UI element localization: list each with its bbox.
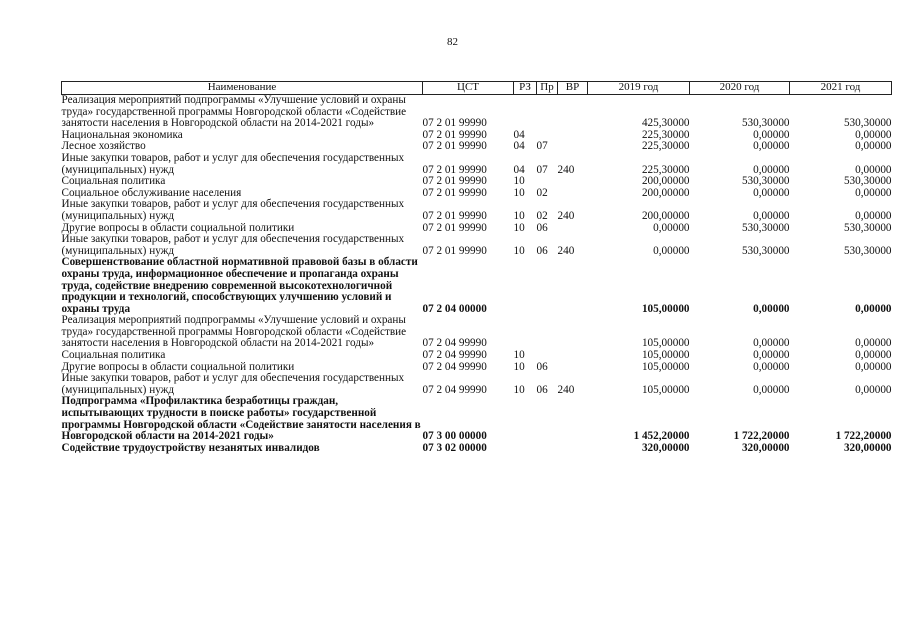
cell-pr	[537, 443, 558, 455]
cell-name: Социальное обслуживание населения	[61, 186, 242, 199]
cell-pr	[537, 396, 558, 442]
cell-name: Реализация мероприятий подпрограммы «Улучшение условий и охраны труда» государственной программы Новгородской области «Содействие занятости населения в Новгородской области на 2014-2021 годы»	[61, 94, 407, 130]
table-row	[62, 199, 892, 222]
cell-vr	[558, 188, 588, 200]
cell-pr	[537, 257, 558, 315]
cell-2019: 225,30000	[641, 140, 690, 153]
cell-vr	[558, 176, 588, 188]
cell-cst: 07 2 04 99990	[422, 383, 487, 396]
cell-2019: 105,00000	[641, 383, 690, 396]
column-header-name: Наименование	[62, 82, 423, 95]
cell-rz	[514, 315, 537, 350]
table-row	[62, 257, 892, 315]
budget-table	[61, 81, 892, 454]
cell-2020: 0,00000	[753, 383, 790, 396]
cell-name: Национальная экономика	[61, 128, 183, 141]
cell-cst: 07 2 01 99990	[422, 221, 487, 234]
column-header-rz: РЗ	[514, 82, 537, 95]
cell-2019: 225,30000	[641, 163, 690, 176]
cell-vr	[558, 443, 588, 455]
cell-name: Иные закупки товаров, работ и услуг для обеспечения государственных (муниципальных) нужд	[61, 233, 405, 257]
cell-2020: 0,00000	[753, 128, 790, 141]
cell-rz: 10	[513, 186, 525, 199]
cell-name: Социальная политика	[61, 349, 166, 362]
cell-2019: 320,00000	[641, 441, 690, 454]
cell-vr	[558, 141, 588, 153]
cell-name: Иные закупки товаров, работ и услуг для обеспечения государственных (муниципальных) нужд	[61, 372, 405, 396]
table-row	[62, 176, 892, 188]
cell-2019: 105,00000	[641, 349, 690, 362]
cell-rz: 10	[513, 360, 525, 373]
cell-2021: 1 722,20000	[835, 430, 892, 443]
cell-vr	[558, 95, 588, 130]
cell-2019: 1 452,20000	[633, 430, 690, 443]
cell-pr: 06	[536, 221, 548, 234]
cell-pr	[537, 315, 558, 350]
cell-2020: 320,00000	[741, 441, 790, 454]
cell-2019: 200,00000	[641, 175, 690, 188]
table-row	[62, 350, 892, 362]
cell-2021: 0,00000	[855, 349, 892, 362]
cell-2021: 0,00000	[855, 163, 892, 176]
cell-2020: 0,00000	[753, 163, 790, 176]
cell-name: Подпрограмма «Профилактика безработицы граждан, испытывающих трудности в поиске работы» государственной программы Новгородской области «Содействие занятости населения в Новгородской области на 2014-2021 годы»	[61, 395, 421, 443]
cell-rz: 04	[513, 163, 525, 176]
cell-rz: 10	[513, 209, 525, 222]
cell-cst: 07 2 04 99990	[422, 360, 487, 373]
table-row	[62, 153, 892, 176]
table-header	[62, 82, 892, 95]
cell-name: Лесное хозяйство	[61, 140, 146, 153]
cell-pr: 06	[536, 383, 548, 396]
cell-2020: 0,00000	[753, 140, 790, 153]
table-row	[62, 95, 892, 130]
cell-rz	[514, 257, 537, 315]
column-header-2020: 2020 год	[690, 82, 790, 95]
cell-2020: 1 722,20000	[733, 430, 790, 443]
cell-2019: 105,00000	[641, 360, 690, 373]
cell-2020: 0,00000	[753, 360, 790, 373]
cell-name: Содействие трудоустройству незанятых инвалидов	[61, 441, 320, 454]
column-header-cst: ЦСТ	[423, 82, 514, 95]
table-row	[62, 373, 892, 396]
cell-rz	[514, 443, 537, 455]
cell-name: Реализация мероприятий подпрограммы «Улучшение условий и охраны труда» государственной программы Новгородской области «Содействие занятости населения в Новгородской области на 2014-2021 годы»	[61, 314, 407, 350]
cell-cst: 07 2 04 00000	[422, 302, 487, 315]
cell-2021: 0,00000	[855, 383, 892, 396]
cell-2021: 0,00000	[855, 209, 892, 222]
cell-pr: 06	[536, 244, 548, 257]
cell-vr: 240	[557, 244, 575, 257]
page-number: 82	[447, 36, 458, 48]
cell-cst: 07 2 01 99990	[422, 128, 487, 141]
cell-vr	[558, 396, 588, 442]
table-row	[62, 315, 892, 350]
cell-name: Иные закупки товаров, работ и услуг для обеспечения государственных (муниципальных) нужд	[61, 198, 405, 222]
cell-2019: 225,30000	[641, 128, 690, 141]
cell-2020: 530,30000	[741, 117, 790, 130]
cell-2021: 0,00000	[855, 140, 892, 153]
cell-name: Совершенствование областной нормативной правовой базы в области охраны труда, информационное обеспечение и пропаганда охраны труда, содействие внедрению современной высокотехнологичной продукции и технологий, способствующих улучшению условий и охраны труда	[61, 256, 418, 315]
cell-rz	[514, 95, 537, 130]
cell-pr	[537, 176, 558, 188]
cell-vr: 240	[557, 163, 575, 176]
cell-2019: 105,00000	[641, 337, 690, 350]
cell-2020: 530,30000	[741, 175, 790, 188]
cell-cst: 07 2 04 99990	[422, 337, 487, 350]
cell-2019: 200,00000	[641, 186, 690, 199]
cell-2020: 0,00000	[753, 186, 790, 199]
cell-cst: 07 2 01 99990	[422, 163, 487, 176]
cell-rz: 04	[513, 128, 525, 141]
cell-2021: 0,00000	[855, 360, 892, 373]
cell-pr: 06	[536, 360, 548, 373]
cell-2020: 530,30000	[741, 221, 790, 234]
column-header-2019: 2019 год	[588, 82, 690, 95]
cell-rz: 10	[513, 221, 525, 234]
cell-2021: 0,00000	[855, 337, 892, 350]
cell-pr	[537, 350, 558, 362]
cell-rz: 04	[513, 140, 525, 153]
table-row	[62, 443, 892, 455]
table-row	[62, 396, 892, 442]
cell-cst: 07 2 01 99990	[422, 140, 487, 153]
cell-cst: 07 2 01 99990	[422, 117, 487, 130]
cell-name: Социальная политика	[61, 175, 166, 188]
cell-cst: 07 2 01 99990	[422, 186, 487, 199]
cell-vr	[558, 257, 588, 315]
cell-2019: 200,00000	[641, 209, 690, 222]
cell-2019: 0,00000	[653, 244, 690, 257]
cell-2019: 425,30000	[641, 117, 690, 130]
cell-2020: 0,00000	[753, 302, 790, 315]
cell-rz: 10	[513, 383, 525, 396]
cell-vr	[558, 130, 588, 142]
cell-rz: 10	[513, 244, 525, 257]
cell-cst: 07 2 04 99990	[422, 349, 487, 362]
cell-2019: 105,00000	[641, 302, 690, 315]
cell-cst: 07 3 00 00000	[422, 430, 487, 443]
cell-2021: 0,00000	[855, 302, 892, 315]
cell-2019: 0,00000	[653, 221, 690, 234]
table-body	[62, 95, 892, 455]
column-header-vr: ВР	[558, 82, 588, 95]
cell-2021: 0,00000	[855, 186, 892, 199]
cell-rz	[514, 396, 537, 442]
cell-2020: 0,00000	[753, 209, 790, 222]
cell-pr: 07	[536, 140, 548, 153]
cell-pr	[537, 95, 558, 130]
cell-cst: 07 2 01 99990	[422, 244, 487, 257]
cell-2021: 530,30000	[843, 221, 892, 234]
cell-2021: 0,00000	[855, 128, 892, 141]
cell-cst: 07 2 01 99990	[422, 175, 487, 188]
cell-vr	[558, 350, 588, 362]
cell-vr: 240	[557, 383, 575, 396]
cell-cst: 07 2 01 99990	[422, 209, 487, 222]
cell-name: Иные закупки товаров, работ и услуг для обеспечения государственных (муниципальных) нужд	[61, 151, 405, 176]
cell-name: Другие вопросы в области социальной политики	[61, 360, 295, 373]
cell-pr: 02	[536, 209, 548, 222]
column-header-pr: Пр	[537, 82, 558, 95]
cell-2020: 0,00000	[753, 349, 790, 362]
cell-pr: 07	[536, 163, 548, 176]
cell-vr: 240	[557, 209, 575, 222]
column-header-2021: 2021 год	[790, 82, 892, 95]
cell-vr	[558, 223, 588, 235]
cell-2021: 530,30000	[843, 117, 892, 130]
cell-2021: 320,00000	[843, 441, 892, 454]
cell-pr: 02	[536, 186, 548, 199]
table-row	[62, 234, 892, 257]
cell-rz: 10	[513, 349, 525, 362]
cell-rz: 10	[513, 175, 525, 188]
cell-cst: 07 3 02 00000	[422, 441, 487, 454]
cell-2021: 530,30000	[843, 175, 892, 188]
cell-vr	[558, 315, 588, 350]
cell-2021: 530,30000	[843, 244, 892, 257]
cell-name: Другие вопросы в области социальной политики	[61, 221, 295, 234]
cell-2020: 530,30000	[741, 244, 790, 257]
cell-2020: 0,00000	[753, 337, 790, 350]
cell-vr	[558, 362, 588, 374]
